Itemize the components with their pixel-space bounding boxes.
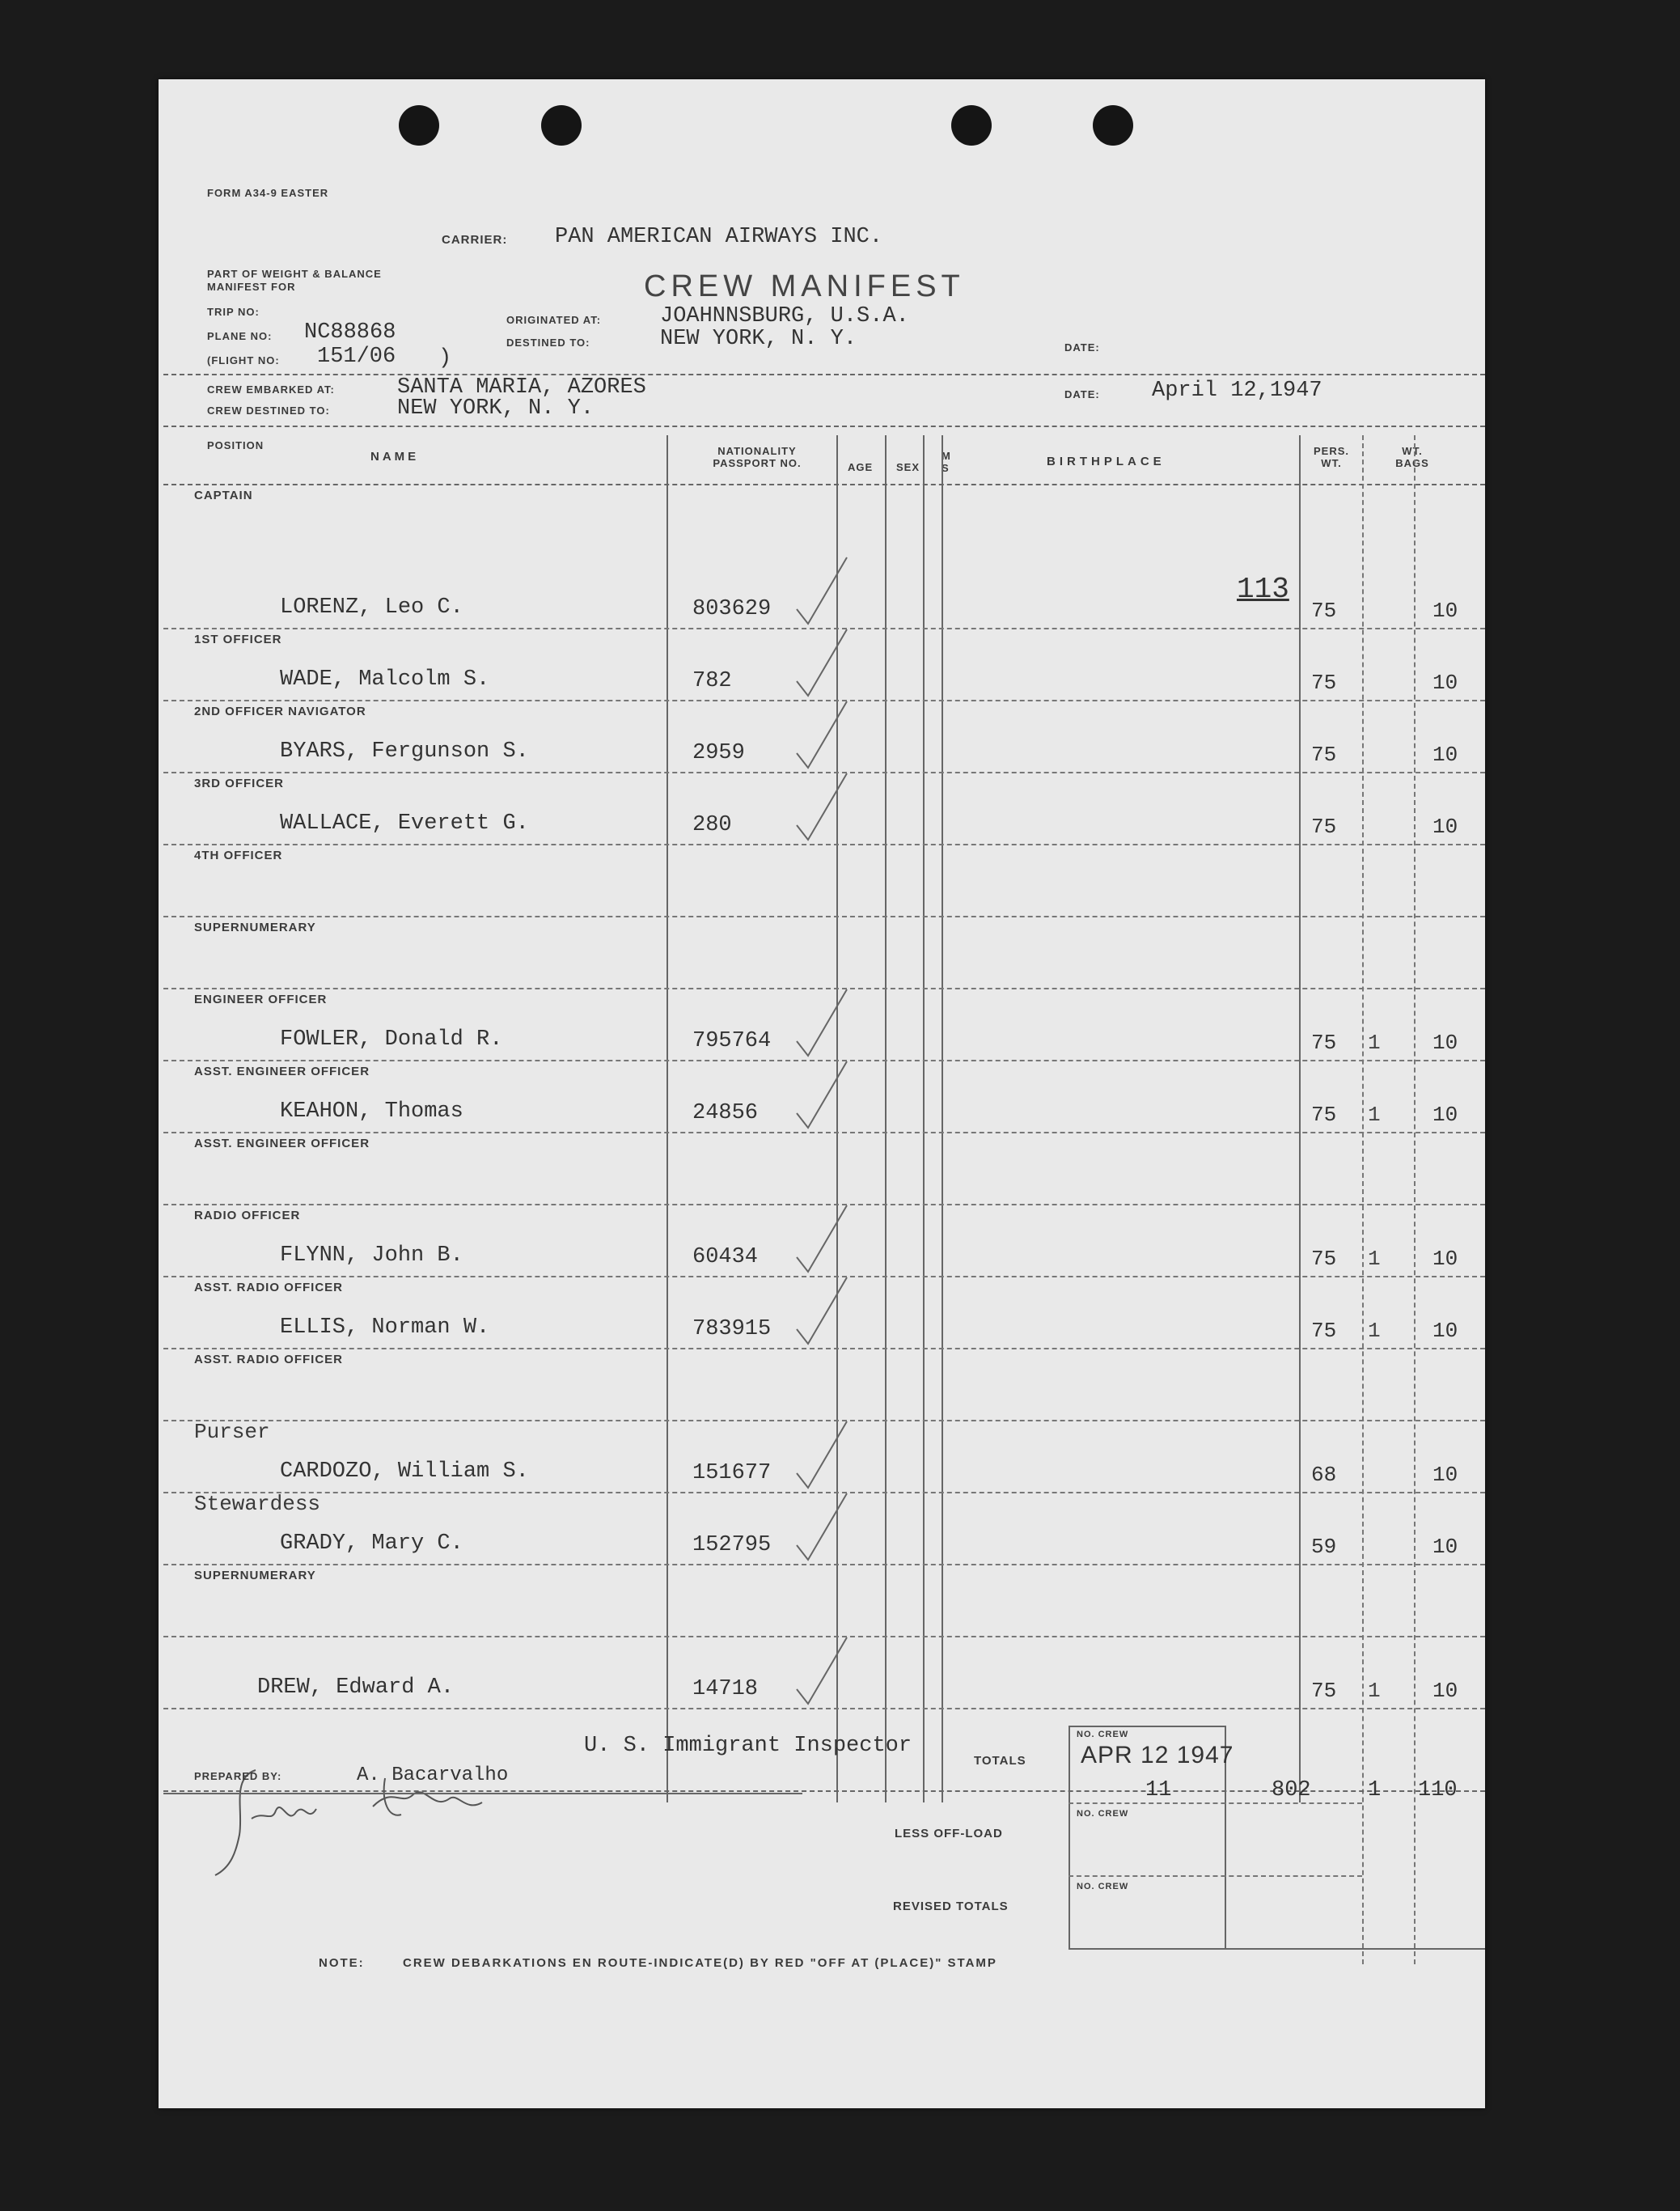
crew-embarked-value: SANTA MARIA, AZORES <box>397 375 646 400</box>
crew-position: 4TH OFFICER <box>194 849 283 862</box>
crew-name: WADE, Malcolm S. <box>280 667 490 692</box>
crew-row <box>159 1205 1485 1277</box>
crew-bag-weight: 10 <box>1432 671 1458 695</box>
check-mark-icon <box>793 985 850 1065</box>
crew-name: WALLACE, Everett G. <box>280 811 529 836</box>
date-value: April 12,1947 <box>1152 379 1322 403</box>
crew-bag-weight: 10 <box>1432 743 1458 767</box>
crew-passport: 2959 <box>692 741 745 765</box>
crew-passport: 24856 <box>692 1101 759 1125</box>
crew-position: ASST. ENGINEER OFFICER <box>194 1137 370 1150</box>
carrier-value: PAN AMERICAN AIRWAYS INC. <box>555 225 883 249</box>
crew-bag-count: 1 <box>1368 1103 1381 1127</box>
crew-pers-weight: 75 <box>1311 1247 1337 1271</box>
check-mark-icon <box>793 1273 850 1353</box>
crew-passport: 783915 <box>692 1317 772 1341</box>
crew-name: GRADY, Mary C. <box>280 1531 463 1556</box>
check-mark-icon <box>793 1417 850 1497</box>
crew-name: LORENZ, Leo C. <box>280 595 463 620</box>
crew-name: ELLIS, Norman W. <box>280 1315 490 1340</box>
crew-bag-weight: 10 <box>1432 1463 1458 1487</box>
col-sex: SEX <box>896 461 920 473</box>
crew-position: ASST. ENGINEER OFFICER <box>194 1065 370 1078</box>
crew-name: KEAHON, Thomas <box>280 1099 463 1124</box>
crew-name: BYARS, Fergunson S. <box>280 739 529 764</box>
crew-passport: 14718 <box>692 1677 759 1701</box>
date-stamp: APR 12 1947 <box>1081 1742 1234 1768</box>
crew-bag-weight: 10 <box>1432 1319 1458 1343</box>
crew-row <box>159 1349 1485 1421</box>
date-label: DATE: <box>1064 388 1100 400</box>
crew-bag-weight: 10 <box>1432 815 1458 839</box>
crew-position: CAPTAIN <box>194 489 253 502</box>
crew-position: ASST. RADIO OFFICER <box>194 1353 344 1366</box>
check-mark-icon <box>793 553 850 633</box>
crew-row <box>159 1421 1485 1493</box>
crew-passport: 151677 <box>692 1461 772 1485</box>
crew-passport: 803629 <box>692 597 772 621</box>
binder-hole <box>399 105 439 146</box>
crew-position: 1ST OFFICER <box>194 633 282 646</box>
total-crew: 11 <box>1145 1778 1172 1802</box>
crew-row <box>159 701 1485 773</box>
crew-name: FOWLER, Donald R. <box>280 1027 503 1052</box>
crew-passport: 60434 <box>692 1245 759 1269</box>
inspector-label: U. S. Immigrant Inspector <box>584 1734 912 1758</box>
crew-passport: 782 <box>692 669 732 693</box>
crew-bag-weight: 10 <box>1432 1535 1458 1559</box>
crew-passport: 280 <box>692 813 732 837</box>
document-title: CREW MANIFEST <box>644 269 965 303</box>
crew-row <box>159 989 1485 1061</box>
check-mark-icon <box>793 1633 850 1713</box>
flight-no-label: (FLIGHT NO: <box>207 354 280 366</box>
crew-bag-count: 1 <box>1368 1247 1381 1271</box>
crew-row <box>159 1637 1485 1709</box>
total-weight: 802 <box>1272 1778 1311 1802</box>
crew-pers-weight: 75 <box>1311 1679 1337 1703</box>
check-mark-icon <box>793 769 850 849</box>
check-mark-icon <box>793 1489 850 1569</box>
crew-bag-weight: 10 <box>1432 1679 1458 1703</box>
binder-hole <box>1093 105 1133 146</box>
crew-row <box>159 845 1485 917</box>
crew-row <box>159 917 1485 989</box>
crew-bag-count: 1 <box>1368 1679 1381 1703</box>
crew-position: Purser <box>194 1420 270 1444</box>
flight-no-close: ) <box>438 346 452 371</box>
crew-passport: 795764 <box>692 1029 772 1053</box>
crew-pers-weight: 75 <box>1311 671 1337 695</box>
carrier-label: CARRIER: <box>442 233 508 247</box>
originated-value: JOAHNNSBURG, U.S.A. <box>660 304 909 328</box>
crew-destined-label: CREW DESTINED TO: <box>207 405 330 417</box>
crew-pers-weight: 75 <box>1311 743 1337 767</box>
crew-position: ASST. RADIO OFFICER <box>194 1281 344 1294</box>
check-mark-icon <box>793 1201 850 1281</box>
revised-totals-label: REVISED TOTALS <box>893 1900 1009 1913</box>
crew-bag-weight: 10 <box>1432 1103 1458 1127</box>
check-mark-icon <box>793 697 850 777</box>
crew-row <box>159 1061 1485 1133</box>
crew-position: ENGINEER OFFICER <box>194 993 328 1006</box>
less-offload-label: LESS OFF-LOAD <box>895 1827 1003 1840</box>
crew-pers-weight: 75 <box>1311 1319 1337 1343</box>
crew-row <box>159 1133 1485 1205</box>
destined-value: NEW YORK, N. Y. <box>660 327 857 351</box>
margin-number: 113 <box>1237 573 1289 606</box>
binder-hole <box>951 105 992 146</box>
crew-embarked-label: CREW EMBARKED AT: <box>207 383 335 396</box>
total-bags: 110 <box>1418 1778 1458 1802</box>
prepared-by-name: A. Bacarvalho <box>357 1764 509 1786</box>
plane-no-label: PLANE NO: <box>207 330 273 342</box>
crew-position: SUPERNUMERARY <box>194 921 316 934</box>
crew-row <box>159 629 1485 701</box>
crew-pers-weight: 59 <box>1311 1535 1337 1559</box>
crew-name: CARDOZO, William S. <box>280 1459 529 1484</box>
crew-bag-weight: 10 <box>1432 599 1458 623</box>
crew-position: SUPERNUMERARY <box>194 1569 316 1582</box>
check-mark-icon <box>793 625 850 705</box>
check-mark-icon <box>793 1057 850 1137</box>
col-birthplace: BIRTHPLACE <box>1047 455 1166 468</box>
crew-row <box>159 773 1485 845</box>
note-text: CREW DEBARKATIONS EN ROUTE-INDICATE(D) BY RED "OFF AT (PLACE)" STAMP <box>403 1956 997 1970</box>
note-label: NOTE: <box>319 1956 365 1970</box>
destined-label: DESTINED TO: <box>506 337 590 349</box>
crew-pers-weight: 75 <box>1311 1103 1337 1127</box>
plane-no-value: NC88868 <box>304 320 396 345</box>
binder-hole <box>541 105 582 146</box>
crew-row <box>159 1493 1485 1565</box>
crew-passport: 152795 <box>692 1533 772 1557</box>
date-label-top: DATE: <box>1064 341 1100 354</box>
originated-label: ORIGINATED AT: <box>506 314 602 326</box>
crew-bag-weight: 10 <box>1432 1031 1458 1055</box>
total-mark: 1 <box>1368 1778 1382 1802</box>
col-age: AGE <box>848 461 874 473</box>
crew-row <box>159 1565 1485 1637</box>
crew-name: DREW, Edward A. <box>257 1675 455 1700</box>
crew-name: FLYNN, John B. <box>280 1243 463 1268</box>
crew-pers-weight: 75 <box>1311 599 1337 623</box>
crew-bag-count: 1 <box>1368 1319 1381 1343</box>
crew-pers-weight: 75 <box>1311 1031 1337 1055</box>
col-pers-wt: PERS. WT. <box>1313 445 1349 469</box>
form-number: FORM A34-9 EASTER <box>207 187 329 199</box>
col-position: POSITION <box>207 439 264 451</box>
col-wt-bags: WT. BAGS <box>1395 445 1429 469</box>
crew-position: 2ND OFFICER NAVIGATOR <box>194 705 366 718</box>
manifest-sheet <box>159 79 1485 2108</box>
crew-pers-weight: 68 <box>1311 1463 1337 1487</box>
prepared-by-label: PREPARED BY: <box>194 1770 282 1782</box>
crew-position: Stewardess <box>194 1492 321 1516</box>
flight-no-value: 151/06 <box>317 345 396 369</box>
no-crew-label-3: NO. CREW <box>1077 1882 1129 1891</box>
trip-no-label: TRIP NO: <box>207 306 260 318</box>
crew-position: RADIO OFFICER <box>194 1209 301 1222</box>
col-name: NAME <box>370 450 420 464</box>
crew-bag-weight: 10 <box>1432 1247 1458 1271</box>
crew-pers-weight: 75 <box>1311 815 1337 839</box>
crew-bag-count: 1 <box>1368 1031 1381 1055</box>
crew-row <box>159 485 1485 629</box>
crew-position: 3RD OFFICER <box>194 777 285 790</box>
weight-balance-label: PART OF WEIGHT & BALANCE MANIFEST FOR <box>207 268 382 293</box>
crew-destined-value: NEW YORK, N. Y. <box>397 396 595 421</box>
col-nationality: NATIONALITY PASSPORT NO. <box>713 445 802 469</box>
col-ms: M S <box>942 450 951 474</box>
totals-label: TOTALS <box>974 1754 1026 1768</box>
no-crew-label: NO. CREW <box>1077 1730 1129 1739</box>
crew-row <box>159 1277 1485 1349</box>
no-crew-label-2: NO. CREW <box>1077 1809 1129 1819</box>
